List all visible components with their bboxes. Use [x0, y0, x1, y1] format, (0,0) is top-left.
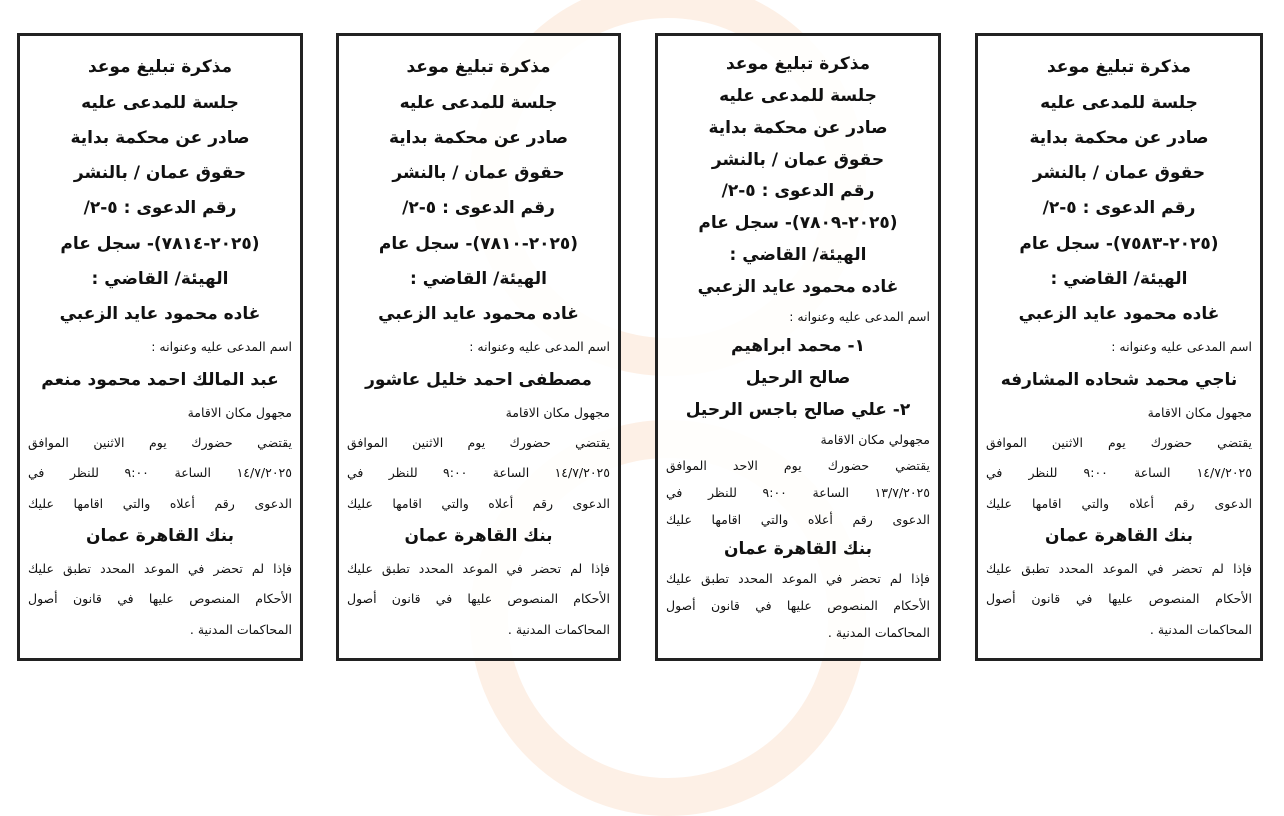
notice-line: المحاكمات المدنية . [189, 621, 292, 637]
notice-line: صادر عن محكمة بداية [708, 117, 888, 138]
notice-line: المحاكمات المدنية . [507, 621, 610, 637]
notice-line: غاده محمود عايد الزعبي [378, 304, 579, 324]
notice-box-1 [17, 33, 303, 661]
notice-line: حقوق عمان / بالنشر [1032, 163, 1206, 183]
notice-line: ناجي محمد شحاده المشارفه [1000, 369, 1238, 390]
notice-line: الأحكام المنصوص عليها في قانون أصول [347, 591, 610, 607]
notice-line: جلسة للمدعى عليه [1040, 92, 1198, 113]
notice-line: غاده محمود عايد الزعبي [697, 277, 899, 298]
notice-line: المحاكمات المدنية . [1149, 621, 1252, 637]
notice-line: صادر عن محكمة بداية [1029, 127, 1209, 148]
notice-line: (٢٠٢٥-٧٨١٠)- سجل عام [378, 233, 579, 254]
notice-line: مجهول مكان الاقامة [1147, 404, 1252, 420]
notice-line: الهيئة/ القاضي : [91, 268, 229, 289]
notice-box-4 [975, 33, 1263, 661]
notice-box-2 [336, 33, 621, 661]
notice-line: (٢٠٢٥-٧٥٨٣)- سجل عام [1019, 233, 1219, 254]
notice-line: جلسة للمدعى عليه [81, 92, 239, 113]
notice-line: بنك القاهرة عمان [723, 539, 873, 560]
notice-line: اسم المدعى عليه وعنوانه : [469, 339, 610, 355]
notice-line: اسم المدعى عليه وعنوانه : [151, 339, 292, 355]
notice-line: اسم المدعى عليه وعنوانه : [1111, 339, 1252, 355]
notice-line: رقم الدعوى : ٥-٢/ [83, 198, 237, 219]
notice-line: الدعوى رقم أعلاه والتي اقامها عليك [347, 495, 610, 511]
notice-line: فإذا لم تحضر في الموعد المحدد تطبق عليك [666, 571, 930, 587]
notice-line: يقتضي حضورك يوم الاثنين الموافق [347, 435, 610, 450]
notice-line: رقم الدعوى : ٥-٢/ [402, 198, 555, 219]
notice-line: المحاكمات المدنية . [827, 624, 930, 640]
notice-line: الأحكام المنصوص عليها في قانون أصول [666, 597, 930, 613]
notice-line: (٢٠٢٥-٧٨٠٩)- سجل عام [698, 213, 898, 234]
notice-line: ١٤/٧/٢٠٢٥ الساعة ٩:٠٠ للنظر في [986, 465, 1252, 481]
notice-line: ١٣/٧/٢٠٢٥ الساعة ٩:٠٠ للنظر في [666, 485, 930, 501]
notice-line: مجهول مكان الاقامة [187, 404, 292, 420]
notice-line: الدعوى رقم أعلاه والتي اقامها عليك [28, 495, 292, 511]
notice-line: فإذا لم تحضر في الموعد المحدد تطبق عليك [28, 561, 292, 576]
notice-line: مجهول مكان الاقامة [505, 404, 610, 420]
notice-line: مصطفى احمد خليل عاشور [365, 369, 592, 390]
notice-line: غاده محمود عايد الزعبي [59, 304, 261, 324]
notice-line: حقوق عمان / بالنشر [711, 149, 885, 170]
notice-line: فإذا لم تحضر في الموعد المحدد تطبق عليك [347, 561, 610, 576]
notice-line: حقوق عمان / بالنشر [392, 163, 565, 183]
notice-line: الدعوى رقم أعلاه والتي اقامها عليك [986, 495, 1252, 511]
notice-line: يقتضي حضورك يوم الاثنين الموافق [986, 435, 1252, 450]
notice-line: الدعوى رقم أعلاه والتي اقامها عليك [666, 512, 930, 528]
notice-line: الأحكام المنصوص عليها في قانون أصول [986, 591, 1252, 607]
notice-line: ٢- علي صالح باجس الرحيل [685, 399, 911, 420]
notice-line: فإذا لم تحضر في الموعد المحدد تطبق عليك [986, 561, 1252, 576]
notice-line: جلسة للمدعى عليه [399, 92, 558, 113]
notice-line: جلسة للمدعى عليه [719, 85, 877, 106]
notice-line: مذكرة تبليغ موعد [87, 57, 233, 78]
notice-line: مذكرة تبليغ موعد [1046, 57, 1192, 78]
notice-line: رقم الدعوى : ٥-٢/ [721, 181, 875, 202]
notice-line: عبد المالك احمد محمود منعم [41, 369, 279, 390]
notice-line: بنك القاهرة عمان [85, 525, 235, 546]
notice-line: (٢٠٢٥-٧٨١٤)- سجل عام [60, 233, 260, 254]
notice-box-3 [655, 33, 941, 661]
notice-line: صالح الرحيل [745, 367, 851, 388]
notice-line: رقم الدعوى : ٥-٢/ [1042, 198, 1196, 219]
notice-line: يقتضي حضورك يوم الاحد الموافق [666, 458, 930, 474]
notice-line: مذكرة تبليغ موعد [725, 53, 871, 74]
notice-line: مجهولي مكان الاقامة [820, 431, 930, 447]
notice-line: صادر عن محكمة بداية [70, 127, 250, 148]
notice-line: صادر عن محكمة بداية [388, 127, 569, 148]
notice-line: الأحكام المنصوص عليها في قانون أصول [28, 591, 292, 607]
notice-line: يقتضي حضورك يوم الاثنين الموافق [28, 435, 292, 450]
notice-line: غاده محمود عايد الزعبي [1018, 304, 1220, 324]
notice-line: الهيئة/ القاضي : [1050, 268, 1188, 289]
notice-line: بنك القاهرة عمان [1044, 525, 1194, 546]
notice-line: مذكرة تبليغ موعد [406, 57, 551, 78]
notice-line: اسم المدعى عليه وعنوانه : [789, 309, 930, 325]
notice-line: حقوق عمان / بالنشر [73, 163, 247, 183]
notice-line: الهيئة/ القاضي : [410, 268, 547, 289]
notice-line: الهيئة/ القاضي : [729, 245, 867, 266]
notice-line: ١- محمد ابراهيم [731, 335, 865, 356]
notice-line: ١٤/٧/٢٠٢٥ الساعة ٩:٠٠ للنظر في [347, 465, 610, 481]
notice-line: ١٤/٧/٢٠٢٥ الساعة ٩:٠٠ للنظر في [28, 465, 292, 481]
notice-line: بنك القاهرة عمان [404, 525, 553, 546]
